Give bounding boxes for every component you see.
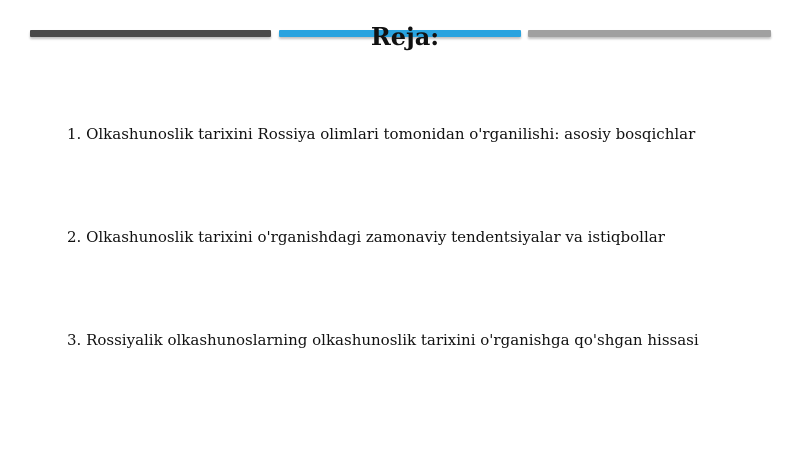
plan-item-2: 2. Olkashunoslik tarixini o'rganishdagi zamonaviy tendentsiyalar va istiqbollar [67,228,665,246]
plan-item-3: 3. Rossiyalik olkashunoslarning olkashunoslik tarixini o'rganishga qo'shgan hissasi [67,331,699,349]
plan-item-1: 1. Olkashunoslik tarixini Rossiya olimlari tomonidan o'rganilishi: asosiy bosqichlar [67,125,696,143]
slide-title: Reja: [370,22,440,51]
